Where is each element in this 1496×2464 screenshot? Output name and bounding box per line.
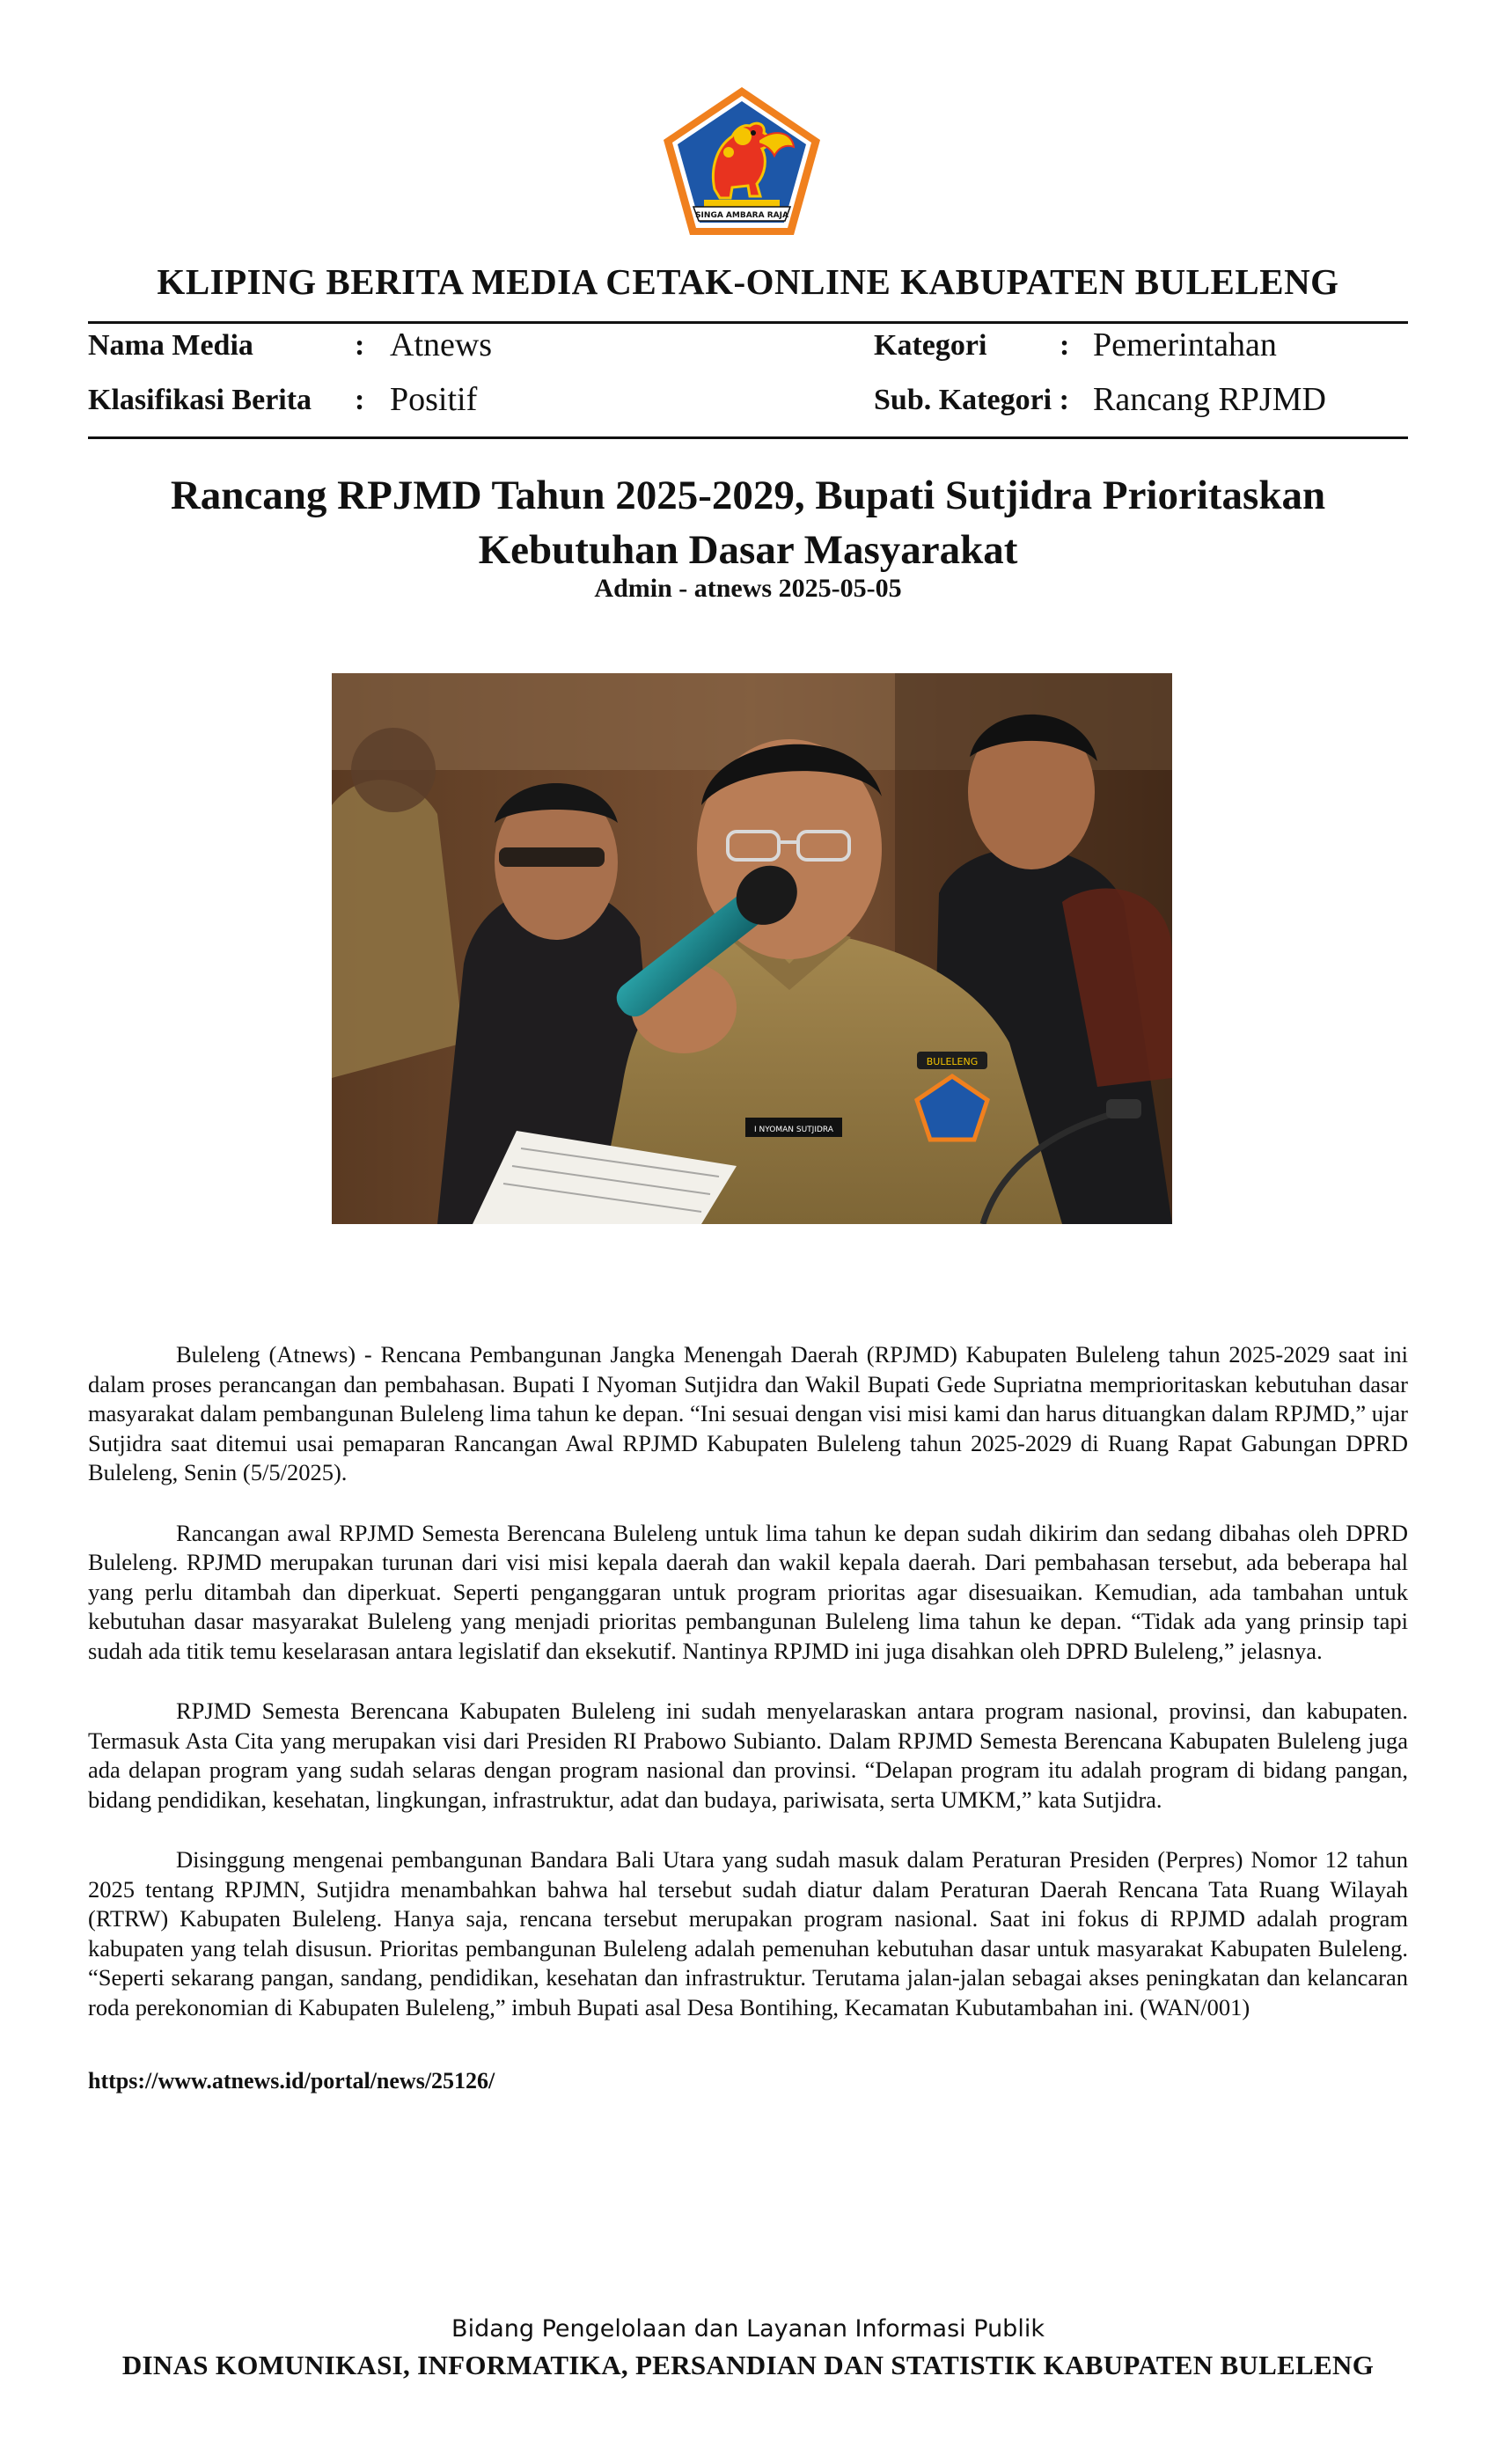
article-paragraph-2: Rancangan awal RPJMD Semesta Berencana Buleleng untuk lima tahun ke depan sudah dikirim dan sedang dibahas oleh DPRD Buleleng. RPJMD merupakan turunan dari visi misi kepala daerah dan wakil kepala daerah. Dari pembahasan tersebut, ada beberapa hal yang perlu ditambah dan diperkuat. Seperti penganggaran untuk program prioritas agar disesuaikan. Kemudian, ada tambahan untuk kebutuhan dasar masyarakat Buleleng yang menjadi prioritas pembangunan Buleleng lima tahun ke depan. “Tidak ada yang prinsip tapi sudah ada titik temu keselarasan antara legislatif dan eksekutif. Nantinya RPJMD ini juga disahkan oleh DPRD Buleleng,” jelasnya. — [88, 1519, 1408, 1664]
source-link[interactable]: https://www.atnews.id/portal/news/25126/ — [88, 2068, 495, 2094]
photo-badge: BULELENG — [926, 1056, 979, 1067]
article-photo — [332, 673, 1172, 1224]
meta-block — [88, 326, 1408, 431]
meta-row-2 — [88, 381, 1408, 426]
photo-nametag: I NYOMAN SUTJIDRA — [754, 1126, 833, 1134]
kategori-colon: : — [1060, 329, 1070, 362]
article-body — [88, 1340, 1408, 2053]
footer-department: Bidang Pengelolaan dan Layanan Informasi Publik — [451, 2315, 1045, 2343]
headline-line-1: Rancang RPJMD Tahun 2025-2029, Bupati Sutjidra Prioritaskan — [170, 473, 1326, 518]
bottom-divider — [88, 436, 1408, 439]
kategori-value: Pemerintahan — [1093, 326, 1277, 363]
article-paragraph-1: Buleleng (Atnews) - Rencana Pembangunan Jangka Menengah Daerah (RPJMD) Kabupaten Buleleng tahun 2025-2029 saat ini dalam proses perancangan dan pembahasan. Bupati I Nyoman Sutjidra dan Wakil Bupati Gede Supriatna memprioritaskan kebutuhan dasar masyarakat dalam pembangunan Buleleng lima tahun ke depan. “Ini sesuai dengan visi misi kami dan harus dituangkan dalam RPJMD,” ujar Sutjidra saat ditemui usai pemaparan Rancangan Awal RPJMD Kabupaten Buleleng tahun 2025-2029 di Ruang Rapat Gabungan DPRD Buleleng, Senin (5/5/2025). — [88, 1341, 1408, 1485]
logo-caption: SINGA AMBARA RAJA — [695, 211, 788, 220]
article-paragraph-3: RPJMD Semesta Berencana Kabupaten Buleleng ini sudah menyelaraskan antara program nasional, provinsi, dan kabupaten. Termasuk Asta Cita yang merupakan visi dari Presiden RI Prabowo Subianto. Dalam RPJMD Semesta Berencana Kabupaten Buleleng juga ada delapan program yang sudah selaras dengan program nasional dan provinsi. “Delapan program itu adalah program di bidang pangan, bidang pendidikan, kesehatan, lingkungan, infrastruktur, adat dan budaya, pariwisata, serta UMKM,” kata Sutjidra. — [88, 1698, 1408, 1813]
headline-line-2: Kebutuhan Dasar Masyarakat — [478, 527, 1018, 573]
buleleng-crest-icon — [662, 85, 822, 237]
nama-media-colon: : — [355, 329, 365, 362]
buleleng-logo — [662, 85, 822, 237]
article-headline — [88, 468, 1408, 577]
top-divider — [88, 321, 1408, 324]
sub-kategori-value: Rancang RPJMD — [1093, 381, 1326, 418]
klasifikasi-label: Klasifikasi Berita — [88, 384, 312, 416]
article-byline: Admin - atnews 2025-05-05 — [594, 574, 902, 603]
meta-row-1 — [88, 326, 1408, 371]
footer-agency: DINAS KOMUNIKASI, INFORMATIKA, PERSANDIAN DAN STATISTIK KABUPATEN BULELENG — [121, 2350, 1375, 2380]
kategori-label: Kategori — [874, 329, 987, 362]
sub-kategori-label: Sub. Kategori : — [874, 384, 1069, 416]
photo-scene-icon — [332, 673, 1172, 1224]
nama-media-label: Nama Media — [88, 329, 253, 362]
article-paragraph-4: Disinggung mengenai pembangunan Bandara Bali Utara yang sudah masuk dalam Peraturan Presiden (Perpres) Nomor 12 tahun 2025 tentang RPJMN, Sutjidra menambahkan bahwa hal tersebut sudah diatur dalam Peraturan Daerah Rencana Tata Ruang Wilayah (RTRW) Kabupaten Buleleng. Hanya saja, rencana tersebut merupakan program nasional. Saat ini fokus di RPJMD adalah program kabupaten yang telah disusun. Prioritas pembangunan Buleleng adalah pemenuhan kebutuhan dasar untuk masyarakat Kabupaten Buleleng. “Seperti sekarang pangan, sandang, pendidikan, kesehatan dan infrastruktur. Terutama jalan-jalan sebagai akses peningkatan dan kelancaran roda perekonomian di Kabupaten Buleleng,” imbuh Bupati asal Desa Bontihing, Kecamatan Kubutambahan ini. (WAN/001) — [88, 1846, 1408, 2020]
klasifikasi-colon: : — [355, 384, 365, 416]
klasifikasi-value: Positif — [390, 381, 478, 418]
document-title: KLIPING BERITA MEDIA CETAK-ONLINE KABUPATEN BULELENG — [157, 261, 1339, 302]
nama-media-value: Atnews — [390, 326, 493, 363]
